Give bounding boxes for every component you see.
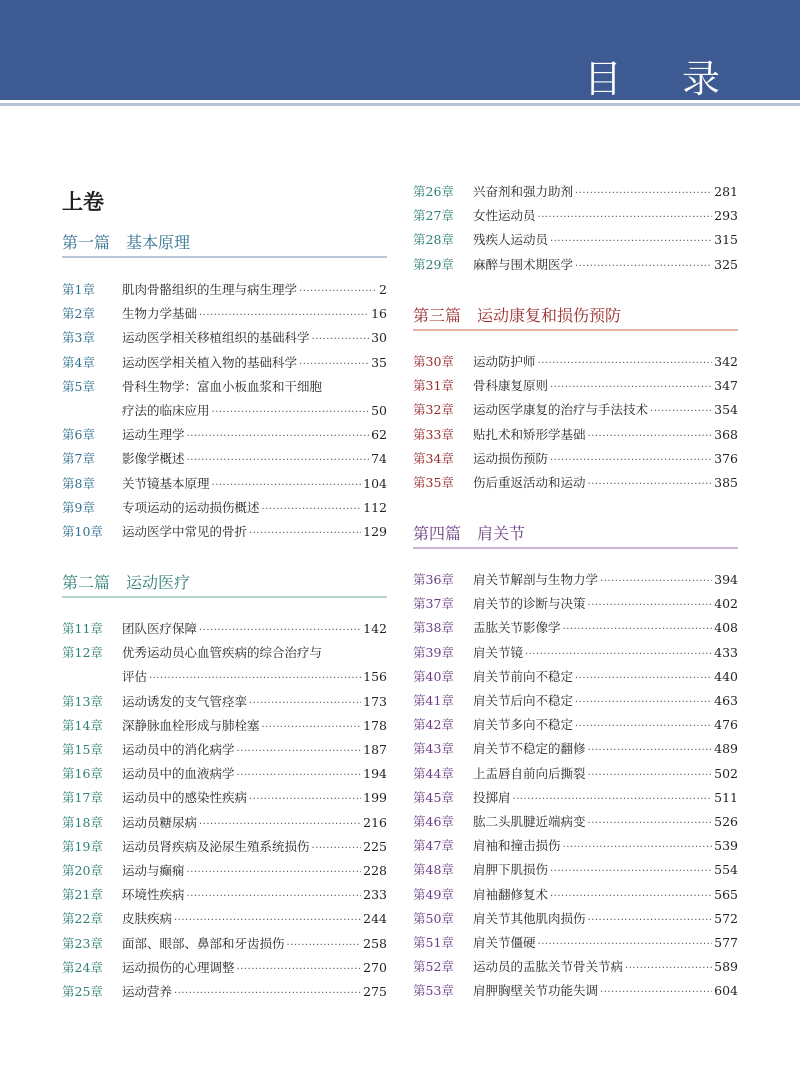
toc-entry[interactable] bbox=[62, 836, 387, 858]
chapter-title: 贴扎术和矫形学基础 bbox=[473, 426, 586, 442]
toc-entry[interactable] bbox=[413, 375, 738, 397]
page-number: 194 bbox=[363, 766, 387, 782]
chapter-number: 第23章 bbox=[62, 935, 103, 951]
chapter-number: 第1章 bbox=[62, 282, 95, 297]
chapter-title: 肩袖和撞击损伤 bbox=[473, 838, 561, 854]
chapter-number: 第10章 bbox=[62, 524, 103, 539]
chapter-title: 优秀运动员心血管疾病的综合治疗与 bbox=[122, 645, 323, 661]
header-rule bbox=[0, 103, 800, 106]
chapter-title: 专项运动的运动损伤概述 bbox=[122, 499, 260, 515]
page-number: 216 bbox=[363, 814, 387, 830]
toc-entry[interactable] bbox=[413, 908, 738, 930]
leader-dots bbox=[550, 450, 712, 472]
leader-dots bbox=[212, 402, 370, 424]
toc-entry[interactable] bbox=[413, 714, 738, 736]
chapter-number: 第11章 bbox=[62, 621, 103, 636]
part-header bbox=[62, 572, 387, 598]
chapter-title: 肩胛胸壁关节功能失调 bbox=[473, 983, 599, 999]
chapter-title: 深静脉血栓形成与肺栓塞 bbox=[122, 717, 260, 733]
chapter-number: 第36章 bbox=[413, 572, 454, 587]
chapter-number: 第44章 bbox=[413, 765, 454, 781]
toc-entry[interactable] bbox=[413, 763, 738, 785]
toc-entry[interactable] bbox=[62, 691, 387, 713]
leader-dots bbox=[538, 934, 713, 956]
chapter-title: 运动与癫痫 bbox=[122, 863, 185, 878]
toc-entry[interactable] bbox=[413, 787, 738, 809]
toc-entry[interactable] bbox=[413, 932, 738, 954]
page-number: 281 bbox=[714, 184, 738, 199]
chapter-number: 第47章 bbox=[413, 838, 454, 854]
leader-dots bbox=[550, 886, 712, 908]
leader-dots bbox=[563, 619, 713, 641]
leader-dots bbox=[575, 256, 712, 278]
chapter-number: 第5章 bbox=[62, 378, 95, 394]
leader-dots bbox=[287, 935, 362, 957]
chapter-number: 第18章 bbox=[62, 814, 103, 830]
toc-entry[interactable] bbox=[62, 715, 387, 737]
page-number: 604 bbox=[714, 983, 738, 999]
chapter-title: 面部、眼部、鼻部和牙齿损伤 bbox=[122, 935, 285, 951]
page-number: 104 bbox=[363, 475, 387, 491]
page-number: 62 bbox=[371, 427, 387, 443]
leader-dots bbox=[625, 958, 712, 980]
toc-entry[interactable] bbox=[413, 666, 738, 688]
toc-entry[interactable] bbox=[62, 957, 387, 979]
leader-dots bbox=[538, 207, 713, 229]
toc-entry[interactable] bbox=[413, 351, 738, 373]
page-number: 16 bbox=[371, 306, 387, 322]
toc-entry[interactable] bbox=[413, 690, 738, 712]
leader-dots bbox=[588, 426, 713, 448]
leader-dots bbox=[299, 281, 377, 303]
toc-entry[interactable] bbox=[413, 835, 738, 857]
leader-dots bbox=[249, 693, 361, 715]
chapter-title: 运动员中的血液病学 bbox=[122, 766, 235, 782]
page-number: 129 bbox=[363, 524, 387, 539]
chapter-number: 第24章 bbox=[62, 959, 103, 975]
toc-entry[interactable] bbox=[62, 787, 387, 809]
leader-dots bbox=[588, 813, 713, 835]
leader-dots bbox=[262, 499, 362, 521]
chapter-title: 运动员糖尿病 bbox=[122, 814, 198, 830]
toc-entry[interactable] bbox=[413, 859, 738, 881]
page-number: 577 bbox=[714, 935, 738, 950]
part-header bbox=[413, 523, 738, 549]
chapter-title: 运动防护师 bbox=[473, 354, 536, 369]
page-number: 511 bbox=[714, 789, 738, 805]
page-number: 385 bbox=[714, 475, 738, 490]
page-number: 463 bbox=[714, 693, 738, 708]
toc-entry[interactable] bbox=[413, 399, 738, 421]
chapter-number: 第40章 bbox=[413, 668, 454, 684]
chapter-number: 第35章 bbox=[413, 475, 454, 490]
chapter-title: 上盂唇自前向后撕裂 bbox=[473, 765, 586, 781]
leader-dots bbox=[550, 377, 712, 399]
chapter-number: 第32章 bbox=[413, 402, 454, 418]
chapter-number: 第37章 bbox=[413, 596, 454, 612]
page-number: 35 bbox=[371, 354, 387, 370]
page-number: 233 bbox=[363, 887, 387, 903]
chapter-title: 运动员的盂肱关节骨关节病 bbox=[473, 959, 624, 975]
leader-dots bbox=[187, 450, 370, 472]
part-title: 第二篇 运动医疗 bbox=[62, 573, 191, 592]
chapter-number: 第16章 bbox=[62, 766, 103, 782]
toc-entry[interactable] bbox=[62, 327, 387, 349]
header-band bbox=[0, 0, 800, 100]
chapter-title: 团队医疗保障 bbox=[122, 621, 198, 636]
toc-entry[interactable] bbox=[62, 812, 387, 834]
chapter-number: 第21章 bbox=[62, 887, 103, 903]
toc-entry[interactable] bbox=[413, 811, 738, 833]
chapter-title: 肩关节多向不稳定 bbox=[473, 717, 574, 733]
page-number: 394 bbox=[714, 572, 738, 587]
chapter-title: 肩关节镜 bbox=[473, 644, 524, 660]
chapter-title: 肩袖翻修复术 bbox=[473, 886, 549, 902]
chapter-number: 第4章 bbox=[62, 354, 95, 370]
page-number: 342 bbox=[714, 354, 738, 369]
chapter-number: 第27章 bbox=[413, 208, 454, 224]
toc-entry[interactable] bbox=[413, 569, 738, 591]
leader-dots bbox=[237, 741, 362, 763]
chapter-number: 第15章 bbox=[62, 742, 103, 757]
page-number: 112 bbox=[363, 499, 387, 515]
leader-dots bbox=[149, 668, 361, 690]
toc-entry[interactable] bbox=[62, 497, 387, 519]
page-number: 572 bbox=[714, 910, 738, 926]
leader-dots bbox=[563, 837, 713, 859]
chapter-number: 第2章 bbox=[62, 306, 95, 322]
page-number: 440 bbox=[714, 668, 738, 684]
chapter-number: 第51章 bbox=[413, 935, 454, 950]
part-header bbox=[62, 232, 387, 258]
toc-entry[interactable] bbox=[413, 617, 738, 639]
toc-entry[interactable] bbox=[413, 738, 738, 760]
leader-dots bbox=[187, 426, 370, 448]
page-number: 156 bbox=[363, 669, 387, 685]
chapter-number: 第48章 bbox=[413, 862, 454, 878]
page-number: 476 bbox=[714, 717, 738, 733]
page-number: 526 bbox=[714, 814, 738, 829]
page-number: 376 bbox=[714, 450, 738, 466]
leader-dots bbox=[575, 668, 712, 690]
part-title: 第四篇 肩关节 bbox=[413, 524, 526, 543]
leader-dots bbox=[600, 982, 712, 1004]
leader-dots bbox=[575, 692, 712, 714]
toc-entry[interactable] bbox=[413, 472, 738, 494]
chapter-title: 骨科生物学：富血小板血浆和干细胞 bbox=[122, 378, 323, 394]
toc-entry[interactable] bbox=[413, 642, 738, 664]
chapter-number: 第42章 bbox=[413, 717, 454, 733]
chapter-number: 第39章 bbox=[413, 644, 454, 660]
toc-entry[interactable] bbox=[62, 521, 387, 543]
chapter-title: 麻醉与围术期医学 bbox=[473, 256, 574, 272]
part-title: 第一篇 基本原理 bbox=[62, 233, 191, 252]
page-number: 325 bbox=[714, 256, 738, 272]
page-number: 433 bbox=[714, 644, 738, 660]
chapter-number: 第19章 bbox=[62, 838, 103, 854]
chapter-number: 第28章 bbox=[413, 232, 454, 248]
toc-entry[interactable] bbox=[62, 666, 387, 688]
chapter-title: 骨科康复原则 bbox=[473, 378, 549, 394]
chapter-number: 第25章 bbox=[62, 984, 103, 999]
toc-entry[interactable] bbox=[413, 254, 738, 276]
page-number: 354 bbox=[714, 402, 738, 418]
page-number: 347 bbox=[714, 378, 738, 394]
chapter-number: 第45章 bbox=[413, 789, 454, 805]
part-header bbox=[413, 305, 738, 331]
chapter-number: 第46章 bbox=[413, 814, 454, 829]
chapter-title: 肩关节解剖与生物力学 bbox=[473, 572, 599, 587]
chapter-title: 评估 bbox=[122, 669, 148, 685]
toc-entry[interactable] bbox=[62, 642, 387, 664]
page-number: 565 bbox=[714, 886, 738, 902]
chapter-title: 伤后重返活动和运动 bbox=[473, 475, 586, 490]
page-number: 275 bbox=[363, 984, 387, 999]
chapter-title: 运动诱发的支气管痉挛 bbox=[122, 693, 248, 709]
page-number: 225 bbox=[363, 838, 387, 854]
chapter-title: 肩关节不稳定的翻修 bbox=[473, 741, 586, 757]
leader-dots bbox=[600, 571, 712, 593]
chapter-number: 第7章 bbox=[62, 451, 95, 467]
chapter-title: 运动医学康复的治疗与手法技术 bbox=[473, 402, 649, 418]
chapter-title: 运动员中的感染性疾病 bbox=[122, 790, 248, 806]
page-number: 2 bbox=[379, 282, 387, 297]
leader-dots bbox=[249, 523, 361, 545]
part-rule bbox=[62, 256, 387, 258]
leader-dots bbox=[249, 789, 361, 811]
page-number: 228 bbox=[363, 863, 387, 878]
volume-title: 上卷 bbox=[62, 190, 104, 214]
chapter-number: 第38章 bbox=[413, 620, 454, 636]
chapter-title: 关节镜基本原理 bbox=[122, 475, 210, 491]
chapter-number: 第12章 bbox=[62, 645, 103, 661]
page-number: 589 bbox=[714, 959, 738, 975]
chapter-title: 肩胛下肌损伤 bbox=[473, 862, 549, 878]
leader-dots bbox=[588, 910, 713, 932]
toc-entry[interactable] bbox=[62, 303, 387, 325]
leader-dots bbox=[199, 620, 361, 642]
chapter-title: 肩关节僵硬 bbox=[473, 935, 536, 950]
page-number: 142 bbox=[363, 621, 387, 636]
chapter-number: 第17章 bbox=[62, 790, 103, 806]
chapter-number: 第3章 bbox=[62, 330, 95, 346]
chapter-title: 女性运动员 bbox=[473, 208, 536, 224]
chapter-number: 第50章 bbox=[413, 910, 454, 926]
toc-entry[interactable] bbox=[62, 473, 387, 495]
toc-entry[interactable] bbox=[62, 279, 387, 301]
toc-entry[interactable] bbox=[413, 229, 738, 251]
chapter-title: 运动员肾疾病及泌尿生殖系统损伤 bbox=[122, 838, 310, 854]
chapter-title: 运动医学中常见的骨折 bbox=[122, 524, 248, 539]
chapter-title: 运动员中的消化病学 bbox=[122, 742, 235, 757]
chapter-title: 肱二头肌腱近端病变 bbox=[473, 814, 586, 829]
chapter-title: 肩关节后向不稳定 bbox=[473, 693, 574, 708]
page-number: 178 bbox=[363, 717, 387, 733]
chapter-title: 运动损伤预防 bbox=[473, 450, 549, 466]
leader-dots bbox=[199, 814, 361, 836]
page-number: 199 bbox=[363, 790, 387, 806]
chapter-number: 第33章 bbox=[413, 426, 454, 442]
chapter-title: 兴奋剂和强力助剂 bbox=[473, 184, 574, 199]
chapter-number: 第34章 bbox=[413, 450, 454, 466]
chapter-title: 环境性疾病 bbox=[122, 887, 185, 903]
chapter-title: 盂肱关节影像学 bbox=[473, 620, 561, 636]
page-title: 目 录 bbox=[583, 57, 744, 101]
leader-dots bbox=[650, 401, 712, 423]
leader-dots bbox=[174, 983, 361, 1005]
chapter-number: 第29章 bbox=[413, 256, 454, 272]
leader-dots bbox=[187, 862, 362, 884]
leader-dots bbox=[575, 716, 712, 738]
chapter-title: 运动医学相关移植组织的基础科学 bbox=[122, 330, 310, 346]
chapter-title: 疗法的临床应用 bbox=[122, 403, 210, 418]
chapter-number: 第52章 bbox=[413, 959, 454, 975]
part-rule bbox=[413, 329, 738, 331]
leader-dots bbox=[550, 861, 712, 883]
toc-entry[interactable] bbox=[62, 400, 387, 422]
page-number: 173 bbox=[363, 693, 387, 709]
toc-entry[interactable] bbox=[413, 448, 738, 470]
leader-dots bbox=[299, 354, 369, 376]
chapter-number: 第9章 bbox=[62, 499, 95, 515]
toc-entry[interactable] bbox=[62, 763, 387, 785]
toc-entry[interactable] bbox=[62, 618, 387, 640]
part-title: 第三篇 运动康复和损伤预防 bbox=[413, 306, 622, 325]
leader-dots bbox=[538, 353, 713, 375]
leader-dots bbox=[525, 644, 712, 666]
chapter-number: 第14章 bbox=[62, 717, 103, 733]
leader-dots bbox=[187, 886, 362, 908]
page-number: 489 bbox=[714, 741, 738, 757]
toc-entry[interactable] bbox=[413, 181, 738, 203]
toc-entry[interactable] bbox=[62, 448, 387, 470]
chapter-title: 运动医学相关植入物的基础科学 bbox=[122, 354, 298, 370]
chapter-number: 第49章 bbox=[413, 886, 454, 902]
leader-dots bbox=[237, 959, 362, 981]
chapter-title: 肌肉骨骼组织的生理与病生理学 bbox=[122, 282, 298, 297]
toc-entry[interactable] bbox=[62, 739, 387, 761]
page-number: 368 bbox=[714, 426, 738, 442]
leader-dots bbox=[588, 765, 713, 787]
page-number: 554 bbox=[714, 862, 738, 878]
chapter-title: 皮肤疾病 bbox=[122, 911, 173, 927]
leader-dots bbox=[312, 329, 370, 351]
chapter-number: 第53章 bbox=[413, 983, 454, 999]
chapter-title: 肩关节前向不稳定 bbox=[473, 668, 574, 684]
page-number: 187 bbox=[363, 742, 387, 757]
chapter-title: 运动损伤的心理调整 bbox=[122, 959, 235, 975]
toc-entry[interactable] bbox=[62, 981, 387, 1003]
page-number: 502 bbox=[714, 765, 738, 781]
page-number: 402 bbox=[714, 596, 738, 612]
toc-entry[interactable] bbox=[62, 884, 387, 906]
chapter-number: 第6章 bbox=[62, 427, 95, 443]
leader-dots bbox=[588, 595, 713, 617]
part-rule bbox=[62, 596, 387, 598]
page-number: 270 bbox=[363, 959, 387, 975]
leader-dots bbox=[312, 838, 362, 860]
leader-dots bbox=[262, 717, 362, 739]
leader-dots bbox=[588, 740, 713, 762]
page-number: 50 bbox=[371, 403, 387, 418]
toc-entry[interactable] bbox=[62, 424, 387, 446]
chapter-number: 第30章 bbox=[413, 354, 454, 369]
chapter-title: 肩关节其他肌肉损伤 bbox=[473, 910, 586, 926]
leader-dots bbox=[199, 305, 369, 327]
chapter-title: 影像学概述 bbox=[122, 451, 185, 467]
toc-entry[interactable] bbox=[413, 980, 738, 1002]
chapter-number: 第22章 bbox=[62, 911, 103, 927]
chapter-number: 第13章 bbox=[62, 693, 103, 709]
leader-dots bbox=[237, 765, 362, 787]
page-number: 293 bbox=[714, 208, 738, 224]
toc-entry[interactable] bbox=[62, 860, 387, 882]
page-number: 244 bbox=[363, 911, 387, 927]
chapter-title: 运动营养 bbox=[122, 984, 173, 999]
chapter-number: 第41章 bbox=[413, 693, 454, 708]
chapter-number: 第31章 bbox=[413, 378, 454, 394]
toc-entry[interactable] bbox=[62, 376, 387, 398]
chapter-number: 第20章 bbox=[62, 863, 103, 878]
leader-dots bbox=[513, 789, 713, 811]
chapter-title: 投掷肩 bbox=[473, 789, 511, 805]
toc-entry[interactable] bbox=[413, 956, 738, 978]
toc-entry[interactable] bbox=[413, 593, 738, 615]
toc-entry[interactable] bbox=[62, 352, 387, 374]
chapter-title: 残疾人运动员 bbox=[473, 232, 549, 248]
page-number: 74 bbox=[371, 451, 387, 467]
part-rule bbox=[413, 547, 738, 549]
toc-entry[interactable] bbox=[62, 933, 387, 955]
chapter-title: 生物力学基础 bbox=[122, 306, 198, 322]
chapter-number: 第26章 bbox=[413, 184, 454, 199]
page-number: 315 bbox=[714, 232, 738, 248]
toc-entry[interactable] bbox=[62, 908, 387, 930]
leader-dots bbox=[550, 231, 712, 253]
leader-dots bbox=[588, 474, 713, 496]
page-number: 539 bbox=[714, 838, 738, 854]
page-number: 408 bbox=[714, 620, 738, 636]
chapter-number: 第8章 bbox=[62, 475, 95, 491]
chapter-title: 运动生理学 bbox=[122, 427, 185, 443]
chapter-number: 第43章 bbox=[413, 741, 454, 757]
toc-entry[interactable] bbox=[413, 884, 738, 906]
page-number: 258 bbox=[363, 935, 387, 951]
toc-entry[interactable] bbox=[413, 205, 738, 227]
leader-dots bbox=[212, 475, 362, 497]
toc-entry[interactable] bbox=[413, 424, 738, 446]
leader-dots bbox=[174, 910, 361, 932]
chapter-title: 肩关节的诊断与决策 bbox=[473, 596, 586, 612]
page-number: 30 bbox=[371, 330, 387, 346]
leader-dots bbox=[575, 183, 712, 205]
